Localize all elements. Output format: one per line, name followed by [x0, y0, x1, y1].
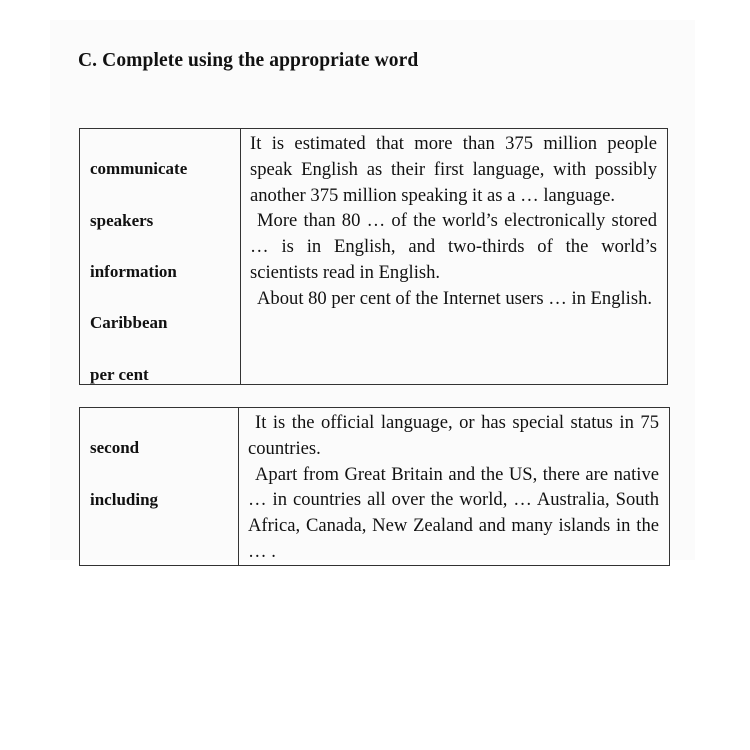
word-bank-item: second	[90, 438, 140, 457]
word-bank-item: per cent	[90, 365, 149, 384]
word-bank-table-1	[79, 128, 668, 385]
passage-column	[239, 408, 670, 566]
word-bank-table-2	[79, 407, 670, 566]
word-bank-item: communicate	[90, 159, 188, 178]
word-bank-item: information	[90, 262, 177, 281]
word-bank-item: Caribbean	[90, 313, 168, 332]
passage-paragraph: Apart from Great Britain and the US, there are native … in countries all over the world, … Australia, South Africa, Canada, New Zealand and many islands in the … .	[248, 463, 659, 562]
passage-column	[241, 129, 668, 385]
word-bank-column	[80, 129, 241, 385]
exercise-title: C. Complete using the appropriate word	[78, 50, 419, 71]
table-row	[80, 129, 668, 385]
word-bank-item: speakers	[90, 211, 154, 230]
passage-paragraph: It is the official language, or has special status in 75 countries.	[248, 412, 659, 459]
word-bank-item: including	[90, 490, 159, 509]
passage-paragraph: More than 80 … of the world’s electronically stored … is in English, and two-thirds of the world’s scientists read in English.	[250, 210, 657, 283]
word-bank-column	[80, 408, 239, 566]
passage-paragraph: It is estimated that more than 375 million people speak English as their first language, with possibly another 375 million speaking it as a … language.	[250, 133, 657, 206]
table-row	[80, 408, 670, 566]
passage-paragraph: About 80 per cent of the Internet users … in English.	[257, 287, 653, 309]
